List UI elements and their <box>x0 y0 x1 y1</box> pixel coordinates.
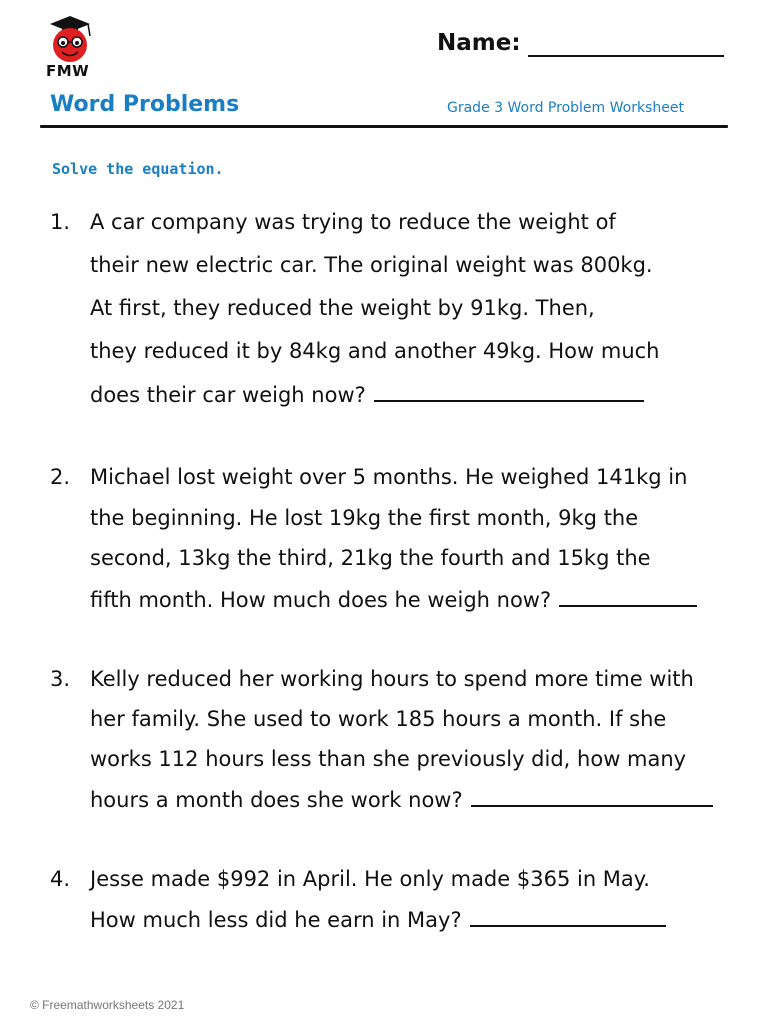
problem-line: works 112 hours less than she previously did, how many <box>90 747 687 771</box>
header-divider <box>40 125 728 128</box>
problem-line: they reduced it by 84kg and another 49kg. How much <box>90 339 660 363</box>
problem-line-last <box>90 587 750 628</box>
problem-line-last <box>90 907 750 947</box>
answer-blank-1[interactable] <box>374 382 644 402</box>
copyright-footer: © Freemathworksheets 2021 <box>30 998 185 1012</box>
problem-line: At first, they reduced the weight by 91kg. Then, <box>90 296 595 320</box>
answer-blank-2[interactable] <box>559 587 697 607</box>
page-subtitle: Grade 3 Word Problem Worksheet <box>447 100 684 116</box>
problem-line: the beginning. He lost 19kg the first month, 9kg the <box>90 505 639 530</box>
instruction-text: Solve the equation. <box>52 160 224 178</box>
problem-line: Jesse made $992 in April. He only made $365 in May. <box>90 867 650 891</box>
problem-number: 3. <box>50 667 71 691</box>
problem-line-last <box>90 787 750 827</box>
problem-line-text: does their car weigh now? <box>90 383 366 407</box>
answer-blank-3[interactable] <box>471 787 713 807</box>
problem-line: second, 13kg the third, 21kg the fourth and 15kg the <box>90 546 651 570</box>
problem-line: Kelly reduced her working hours to spend more time with <box>90 667 694 691</box>
problem-line-text: fifth month. How much does he weigh now? <box>90 587 552 612</box>
problem-line-text: How much less did he earn in May? <box>90 908 462 932</box>
problem-line: Michael lost weight over 5 months. He weighed 141kg in <box>90 465 688 489</box>
name-answer-line[interactable] <box>528 55 724 57</box>
page-title: Word Problems <box>50 92 240 117</box>
problem-line-text: hours a month does she work now? <box>90 788 463 812</box>
problem-number: 2. <box>50 465 71 489</box>
logo-text: FMW <box>46 62 90 80</box>
problem-line: her family. She used to work 185 hours a month. If she <box>90 707 667 731</box>
problem-number: 1. <box>50 210 71 234</box>
answer-blank-4[interactable] <box>470 907 666 927</box>
problem-line-last <box>90 382 750 425</box>
name-label: Name: <box>437 30 521 56</box>
problem-line: A car company was trying to reduce the weight of <box>90 210 616 234</box>
problem-line: their new electric car. The original weight was 800kg. <box>90 253 653 277</box>
problem-number: 4. <box>50 867 71 891</box>
